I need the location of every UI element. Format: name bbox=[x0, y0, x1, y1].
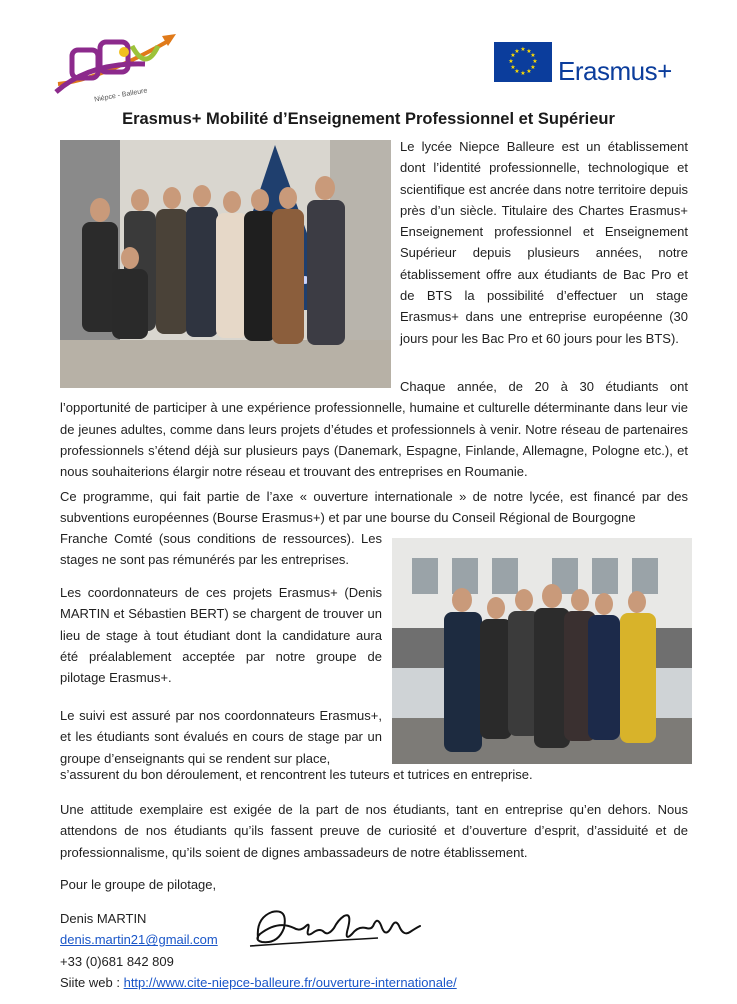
school-logo bbox=[50, 22, 185, 104]
signer-name: Denis MARTIN bbox=[60, 911, 147, 926]
group-photo-outdoor bbox=[392, 538, 692, 764]
svg-text:★: ★ bbox=[530, 64, 536, 71]
email-link[interactable]: denis.martin21@gmail.com bbox=[60, 932, 218, 948]
eu-flag-icon bbox=[494, 42, 552, 82]
svg-text:★: ★ bbox=[526, 68, 532, 75]
handwritten-signature bbox=[248, 898, 426, 956]
coordinators-paragraph: Les coordonnateurs de ces projets Erasmus+ (Denis MARTIN et Sébastien BERT) se chargent de trouver un lieu de stage à tout étudiant dont la candidature aura été préalablement acceptée par notre groupe de pilotage Erasmus+. bbox=[60, 585, 382, 686]
svg-text:★: ★ bbox=[526, 48, 532, 55]
website-link[interactable]: http://www.cite-niepce-balleure.fr/ouverture-internationale/ bbox=[123, 974, 457, 990]
svg-text:★: ★ bbox=[510, 64, 516, 71]
funding-paragraph-continued: Franche Comté (sous conditions de ressources). Les stages ne sont pas rémunérés par les entreprises. bbox=[60, 531, 382, 568]
attitude-paragraph: Une attitude exemplaire est exigée de la part de nos étudiants, tant en entreprise qu’en dehors. Nous attendons de nos étudiants qu’ils fassent preuve de curiosité et d’ouverture d’esprit, d’assiduité et de professionnalisme, qu’ils soient de dignes ambassadeurs de notre établissement. bbox=[60, 802, 688, 860]
intro-paragraph: Le lycée Niepce Balleure est un établissement dont l’identité professionnelle, technologique et scientifique est ancrée dans notre territoire depuis près d’un siècle. Titulaire des Chartes Erasmus+ Enseignement professionnel et Enseignement Supérieur depuis plusieurs années, notre établissement offre aux étudiants de Bac Pro et de BTS la possibilité d’effectuer un stage Erasmus+ dans une entreprise européenne (30 jours pour les Bac Pro et 60 jours pour les BTS). bbox=[400, 139, 688, 346]
follow-up-paragraph-continued: s’assurent du bon déroulement, et rencontrent les tuteurs et tutrices en entreprise. bbox=[60, 767, 533, 782]
svg-text:★: ★ bbox=[520, 46, 526, 53]
erasmus-wordmark: Erasmus+ bbox=[558, 56, 672, 86]
students-paragraph: Chaque année, de 20 à 30 étudiants ont l’opportunité de participer à une expérience professionnelle, humaine et culturelle déterminante dans leur vie de jeunes adultes, comme dans leurs projets d’études et professionnels à venir. Notre réseau de partenaires professionnels s’étend déjà sur plusieurs pays (Danemark, Espagne, Finlande, Allemagne, Pologne etc.), et nous souhaiterions élargir notre réseau et trouvant des entreprises en Roumanie. bbox=[60, 379, 688, 480]
svg-text:★: ★ bbox=[532, 58, 538, 65]
follow-up-paragraph: Le suivi est assuré par nos coordonnateurs Erasmus+, et les étudiants sont évalués en cours de stage par un groupe d’enseignants qui se rendent sur place, bbox=[60, 708, 382, 766]
svg-text:★: ★ bbox=[514, 68, 520, 75]
svg-text:★: ★ bbox=[514, 48, 520, 55]
svg-text:★: ★ bbox=[530, 52, 536, 59]
svg-text:★: ★ bbox=[520, 70, 526, 77]
svg-text:★: ★ bbox=[510, 52, 516, 59]
logo-caption: Niépce - Balleure bbox=[93, 87, 148, 104]
phone-number: +33 (0)681 842 809 bbox=[60, 953, 174, 969]
svg-text:★: ★ bbox=[508, 58, 514, 65]
funding-paragraph: Ce programme, qui fait partie de l’axe « ouverture internationale » de notre lycée, est financé par des subventions européennes (Bourse Erasmus+) et par une bourse du Conseil Régional de Bourgogne bbox=[60, 489, 688, 526]
erasmus-logo bbox=[494, 42, 694, 88]
closing-line: Pour le groupe de pilotage, bbox=[60, 877, 217, 892]
group-photo-christmas-tree bbox=[60, 140, 391, 388]
page-title: Erasmus+ Mobilité d’Enseignement Professionnel et Supérieur bbox=[122, 110, 615, 128]
website-label: Siite web : bbox=[60, 974, 124, 990]
